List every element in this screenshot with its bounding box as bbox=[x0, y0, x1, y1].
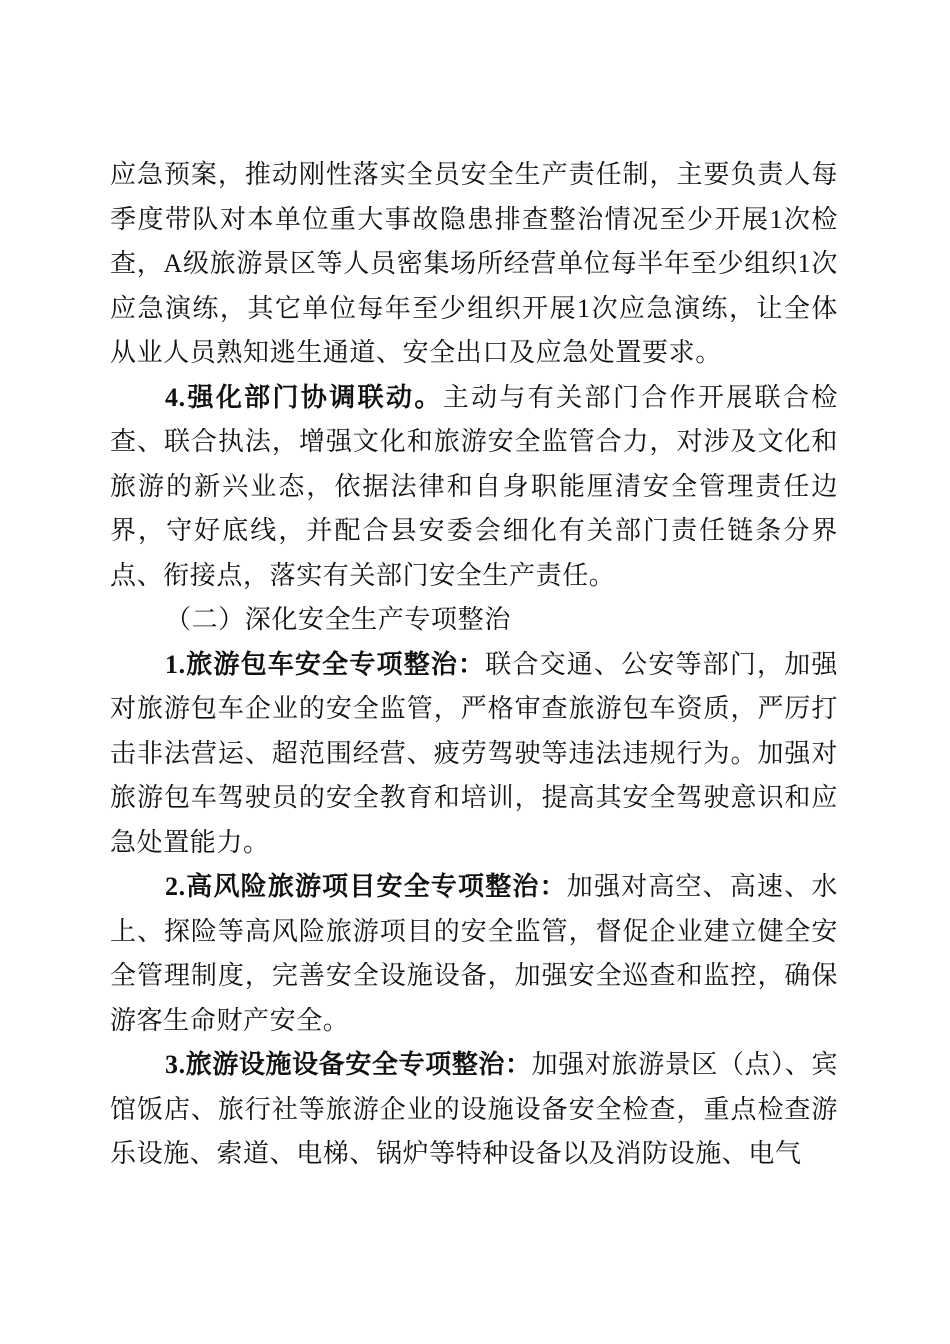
paragraph-bold-lead: 1.旅游包车安全专项整治： bbox=[165, 649, 486, 679]
paragraph-1-tour-bus-rectification bbox=[110, 643, 838, 866]
paragraph-bold-lead: 2.高风险旅游项目安全专项整治： bbox=[165, 872, 567, 901]
paragraph-text: 联合交通、公安等部门，加强对旅游包车企业的安全监管，严格审查旅游包车资质，严厉打击非法营运、超范围经营、疲劳驾驶等违法违规行为。加强对旅游包车驾驶员的安全教育和培训，提高其安全驾驶意识和应急处置能力。 bbox=[110, 649, 838, 857]
paragraph-bold-lead: 4.强化部门协调联动。 bbox=[165, 382, 443, 412]
paragraph-2-high-risk-tourism-rectification bbox=[110, 865, 838, 1043]
paragraph-3-facilities-equipment-rectification bbox=[110, 1043, 838, 1177]
paragraph-4-department-coordination bbox=[110, 376, 838, 599]
paragraph-text: 主动与有关部门合作开展联合检查、联合执法，增强文化和旅游安全监管合力，对涉及文化和旅游的新兴业态，依据法律和自身职能厘清安全管理责任边界，守好底线，并配合县安委会细化有关部门责任链条分界点、衔接点，落实有关部门安全生产责任。 bbox=[110, 382, 838, 590]
paragraph-text: 应急预案，推动刚性落实全员安全生产责任制，主要负责人每季度带队对本单位重大事故隐患排查整治情况至少开展1次检查，A级旅游景区等人员密集场所经营单位每半年至少组织1次应急演练，其它单位每年至少组织开展1次应急演练，让全体从业人员熟知逃生通道、安全出口及应急处置要求。 bbox=[110, 160, 838, 367]
section-heading-deepen-special-rectification bbox=[110, 598, 838, 643]
paragraph-text: 加强对旅游景区（点）、宾馆饭店、旅行社等旅游企业的设施设备安全检查，重点检查游乐设施、索道、电梯、锅炉等特种设备以及消防设施、电气 bbox=[110, 1050, 838, 1168]
paragraph-bold-lead: 3.旅游设施设备安全专项整治： bbox=[165, 1050, 532, 1079]
document-text-block bbox=[110, 153, 838, 1177]
section-heading-text: （二）深化安全生产专项整治 bbox=[165, 605, 511, 634]
paragraph-emergency-plan-drills bbox=[110, 153, 838, 376]
paragraph-text: 加强对高空、高速、水上、探险等高风险旅游项目的安全监管，督促企业建立健全安全管理制度，完善安全设施设备，加强安全巡查和监控，确保游客生命财产安全。 bbox=[110, 872, 838, 1035]
